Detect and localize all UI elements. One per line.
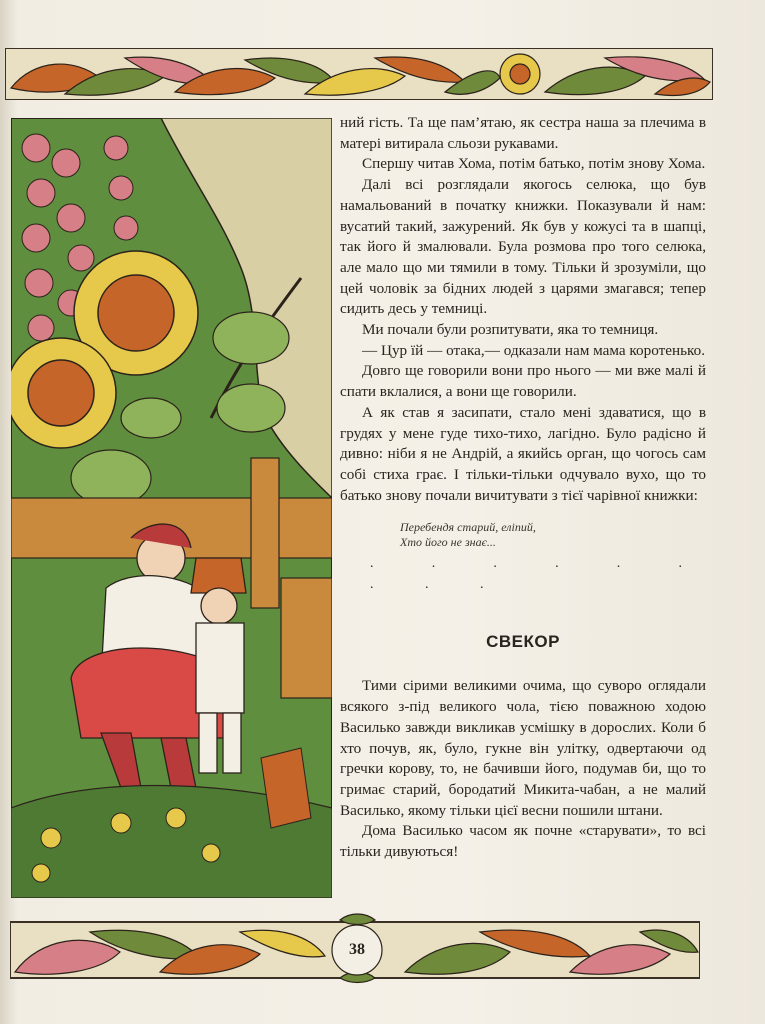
illustration-sunflowers-mother-child	[11, 118, 332, 898]
verse-line: Перебендя старий, еліпий,	[400, 520, 536, 535]
paragraph: Далі всі розглядали якогось селюка, що був намальований в початку книжки. Показували й нам: вусатий такий, зажурений. Як був у кожусі та в шапці, так його й змалювали. Була розмова про того селюка, але мало що ми тямили в тому. Тільки й зрозуміли, що цей чоловік за бідних людей з царями змагався; тепер сидить десь у темниці.	[340, 176, 706, 318]
paragraph: Ми почали були розпитувати, яка то темниця.	[362, 321, 659, 339]
ellipsis-dots: . . . . . . . . .	[370, 556, 706, 593]
paragraph: А як став я засипати, стало мені здаватися, що в грудях у мене гуде тихо-тихо, лагідно. Було радісно й дивно: ніби я не Андрій, а якийсь орган, що чогось сам собі стиха грає. І тільки-тільки одчувало вухо, що то батько знову почали вичитувати з тієї чарівної книжки:	[340, 403, 706, 504]
verse-quote	[400, 520, 706, 550]
paragraph: ний гість. Та ще пам’ятаю, як сестра наша за плечима в матері витирала сльози рукавами.	[340, 114, 706, 152]
paragraph: Тими сірими великими очима, що суворо оглядали всякого з-під великого чола, тією поважною ходою Василько завжди викликав усмішку в дорослих. Коли б хто почув, як, було, гукне він улітку, одвертаючи од гречки корову, то, не бачивши його, подумав би, що то гримає старий, бородатий Микита-чабан, а не малий Василько, якому тільки цієї весни пошили штани.	[340, 677, 706, 819]
page-number: 38	[349, 941, 365, 958]
paragraph: Дома Василько часом як почне «старувати», то всі тільки дивуються!	[340, 822, 706, 861]
bottom-text-block	[340, 676, 706, 862]
top-ornament-border	[5, 48, 713, 100]
chapter-title: СВЕКОР	[486, 631, 560, 651]
text-column	[340, 113, 706, 863]
top-text-block	[340, 113, 706, 506]
paragraph: Спершу читав Хома, потім батько, потім знову Хома.	[362, 155, 706, 173]
verse-line: Хто його не знає...	[400, 535, 496, 550]
paragraph: Довго ще говорили вони про нього — ми вже малі й спати вклалися, а вони ще говорили.	[340, 362, 706, 401]
paragraph: — Цур їй — отака,— одказали нам мама коротенько.	[362, 341, 706, 359]
